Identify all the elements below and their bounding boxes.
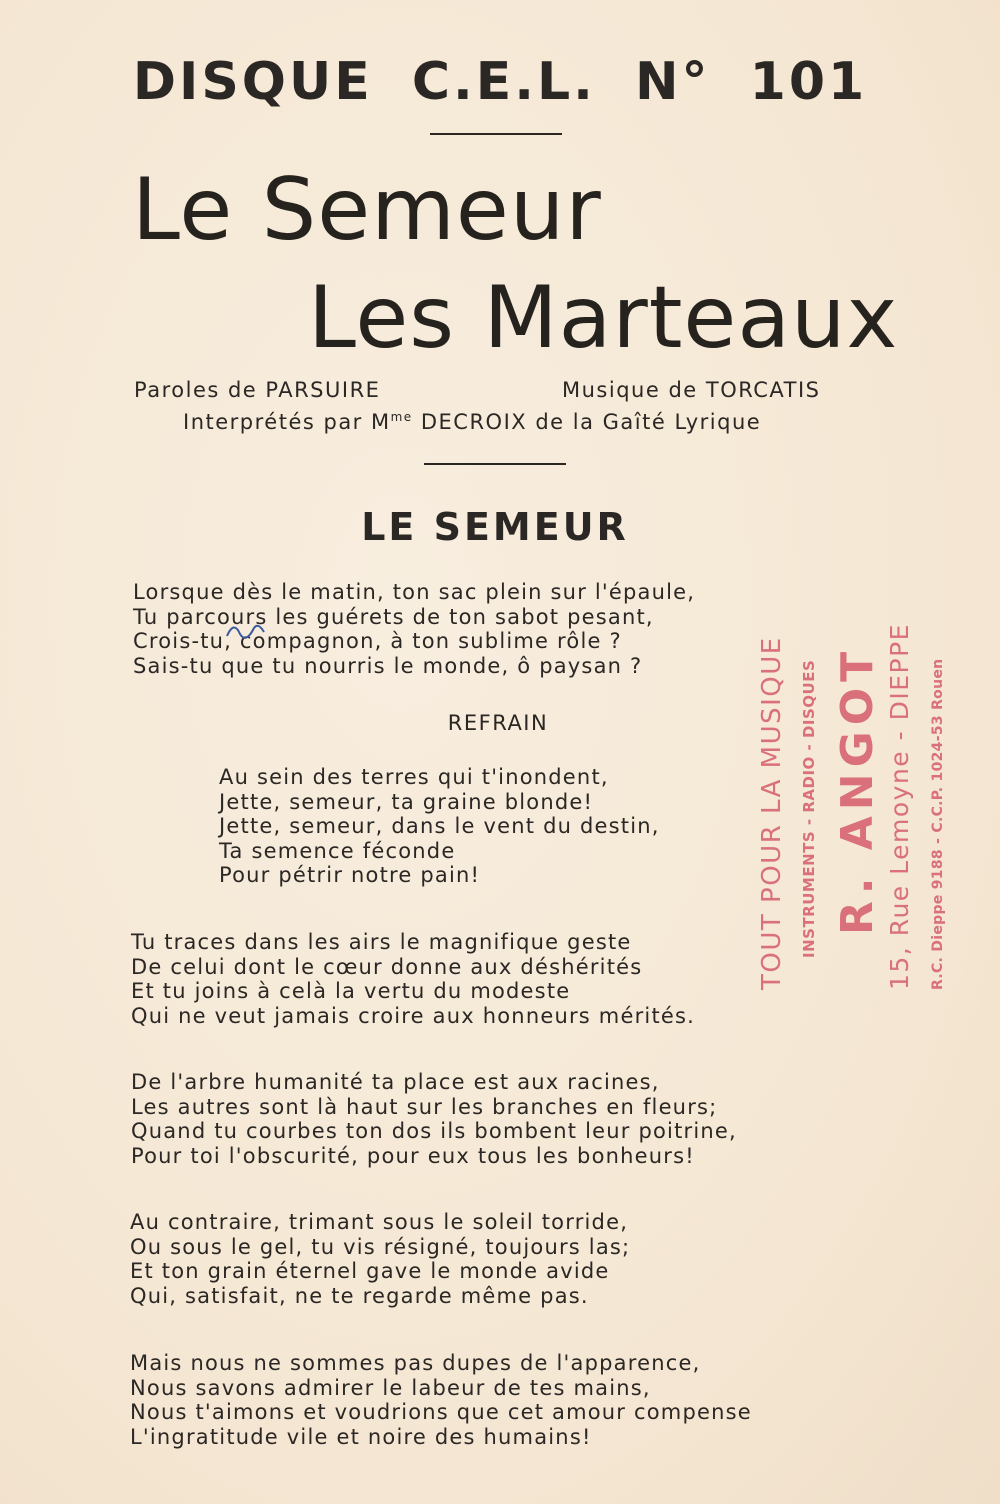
song-title: LE SEMEUR (361, 505, 629, 549)
verse-4: Au contraire, trimant sous le soleil torride, Ou sous le gel, tu vis résigné, toujours las; Et ton grain éternel gave le monde avide Qui, satisfait, ne te regarde même pas. (130, 1210, 631, 1308)
music-credit: Musique de TORCATIS (562, 378, 821, 402)
refrain-text: Au sein des terres qui t'inondent, Jette, semeur, ta graine blonde! Jette, semeur, dans le vent du destin, Ta semence féconde Pour pétrir notre pain! (219, 765, 660, 887)
stamp-line-5: R.C. Dieppe 9188 - C.C.P. 1024-53 Rouen (930, 658, 946, 990)
stamp-line-2: INSTRUMENTS - RADIO - DISQUES (800, 659, 818, 958)
refrain-label: REFRAIN (447, 711, 549, 735)
performer-prefix: Interprétés par M (183, 410, 391, 434)
verse-5: Mais nous ne sommes pas dupes de l'apparence, Nous savons admirer le labeur de tes mains, Nous t'aimons et voudrions que cet amour compense L'ingratitude vile et noire des humains! (130, 1351, 752, 1449)
lyrics-credit: Paroles de PARSUIRE (134, 378, 381, 402)
stamp-line-1: TOUT POUR LA MUSIQUE (757, 636, 787, 990)
verse-1: Lorsque dès le matin, ton sac plein sur l'épaule, Tu parcours les guérets de ton sabot pesant, Crois-tu, compagnon, à ton sublime rôle ? Sais-tu que tu nourris le monde, ô paysan ? (133, 580, 696, 678)
divider-middle (424, 463, 566, 465)
performer-suffix: DECROIX de la Gaîté Lyrique (412, 410, 762, 434)
performer-title-sup: me (390, 410, 413, 424)
stamp-line-3: R. ANGOT (832, 645, 883, 935)
handwritten-pen-mark (224, 616, 268, 646)
stamp-line-4: 15, Rue Lemoyne - DIEPPE (885, 623, 914, 990)
title-line-1: Le Semeur (132, 160, 602, 260)
divider-top (430, 133, 562, 135)
disc-label: DISQUE C.E.L. N° 101 (132, 52, 868, 112)
performer-credit (183, 410, 761, 434)
verse-3: De l'arbre humanité ta place est aux racines, Les autres sont là haut sur les branches en fleurs; Quand tu courbes ton dos ils bombent leur poitrine, Pour toi l'obscurité, pour eux tous les bonheurs! (131, 1070, 737, 1168)
verse-2: Tu traces dans les airs le magnifique geste De celui dont le cœur donne aux déshérités Et tu joins à celà la vertu du modeste Qui ne veut jamais croire aux honneurs mérités. (131, 930, 696, 1028)
title-line-2: Les Marteaux (308, 268, 899, 368)
